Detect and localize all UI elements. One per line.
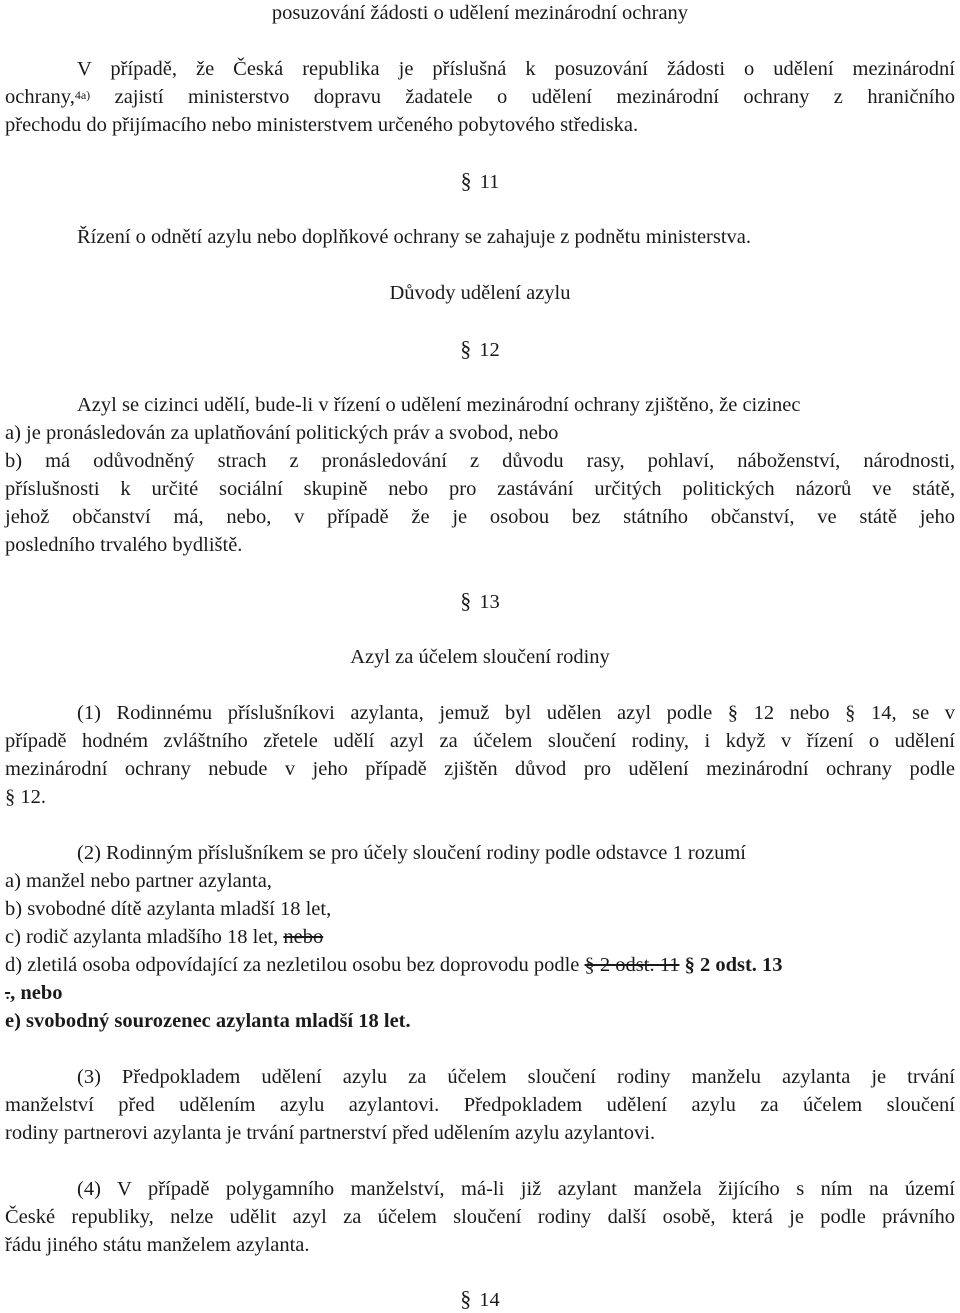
section-sign: § — [727, 702, 739, 724]
section-title: Azyl za účelem sloučení rodiny — [350, 646, 610, 668]
section-number-12: § 12 — [460, 336, 500, 361]
section-number-14: § 14 — [460, 1286, 500, 1311]
list-item: c) rodič azylanta mladšího 18 let, nebo — [5, 926, 324, 948]
paragraph-line: Azyl se cizinci udělí, bude-li v řízení o udělení mezinárodní ochrany zjištěno, že cizinec — [77, 394, 801, 416]
paragraph-line: ochrany,$^{4a)}$ zajistí ministerstvo dopravu žadatele o udělení mezinárodní ochrany z hraničního — [5, 86, 955, 108]
paragraph-line: posledního trvalého bydliště. — [5, 534, 243, 556]
footnote-ref: 4a) — [74, 88, 91, 102]
list-item: b) svobodné dítě azylanta mladší 18 let, — [5, 898, 332, 920]
paragraph-line: (1) Rodinnému příslušníkovi azylanta, jemuž byl udělen azyl podle § 12 nebo § 14, se v — [77, 702, 956, 724]
deleted-text: . — [5, 982, 11, 1004]
paragraph-line: České republiky, nelze udělit azyl za účelem sloučení rodiny další osobě, která je podle právního — [5, 1206, 955, 1228]
section-sign: § — [845, 702, 856, 724]
paragraph-line: manželství před udělením azylu azylantovi. Předpokladem udělení azylu za účelem sloučení — [5, 1094, 955, 1116]
deleted-text: nebo — [283, 926, 324, 948]
paragraph-line: Řízení o odnětí azylu nebo doplňkové ochrany se zahajuje z podnětu ministerstva. — [77, 226, 752, 248]
paragraph-line: jehož občanství má, nebo, v případě že je osobou bez státního občanství, ve státě jeho — [5, 506, 955, 528]
paragraph-line: (4) V případě polygamního manželství, má-li již azylant manžela žijícího s ním na území — [77, 1178, 955, 1200]
deleted-text: § 2 odst. 11 — [584, 954, 680, 976]
list-item: b) má odůvodněný strach z pronásledování z důvodu rasy, pohlaví, náboženství, národnosti, — [5, 450, 955, 472]
inserted-text: , nebo — [10, 982, 63, 1004]
inserted-text: § 2 odst. 13 — [684, 954, 783, 976]
section-sign: § — [460, 588, 472, 613]
paragraph-line: příslušnosti k určité sociální skupině nebo pro zastávání určitých politických názorů ve státě, — [5, 478, 955, 500]
paragraph-line: V případě, že Česká republika je příslušná k posuzování žádosti o udělení mezinárodní — [77, 58, 955, 80]
section-title: Důvody udělení azylu — [389, 282, 571, 304]
inserted-text: e) svobodný sourozenec azylanta mladší 18 let. — [5, 1010, 411, 1032]
list-item: a) manžel nebo partner azylanta, — [5, 870, 272, 892]
section-sign: § — [460, 1286, 472, 1311]
paragraph-line: (2) Rodinným příslušníkem se pro účely sloučení rodiny podle odstavce 1 rozumí — [77, 842, 746, 864]
paragraph-line: mezinárodní ochrany nebude v jeho případě zjištěn důvod pro udělení mezinárodní ochrany podle — [5, 758, 955, 780]
section-sign: § — [5, 786, 16, 808]
paragraph-line — [5, 980, 955, 1006]
paragraph-line: § 12. — [5, 786, 46, 808]
section-sign: § — [460, 168, 472, 193]
list-item: a) je pronásledován za uplatňování politických práv a svobod, nebo — [5, 422, 559, 444]
paragraph-line: rodiny partnerovi azylanta je trvání partnerství před udělením azylu azylantovi. — [5, 1122, 656, 1144]
section-heading: posuzování žádosti o udělení mezinárodní ochrany — [271, 2, 689, 24]
paragraph-line: přechodu do přijímacího nebo ministerstvem určeného pobytového střediska. — [5, 114, 639, 136]
list-item — [5, 1008, 955, 1034]
section-number-13: § 13 — [460, 588, 500, 613]
section-number-11: § 11 — [460, 168, 500, 193]
section-sign: § — [460, 336, 472, 361]
list-item: d) zletilá osoba odpovídající za nezletilou osobu bez doprovodu podle § 2 odst. 11 § 2 odst. 13 — [5, 954, 783, 976]
paragraph-line: řádu jiného státu manželem azylanta. — [5, 1234, 310, 1256]
paragraph-line: případě hodném zvláštního zřetele udělí azyl za účelem sloučení rodiny, i když v řízení o udělení — [5, 730, 955, 752]
paragraph-line: (3) Předpokladem udělení azylu za účelem sloučení rodiny manželu azylanta je trvání — [77, 1066, 955, 1088]
